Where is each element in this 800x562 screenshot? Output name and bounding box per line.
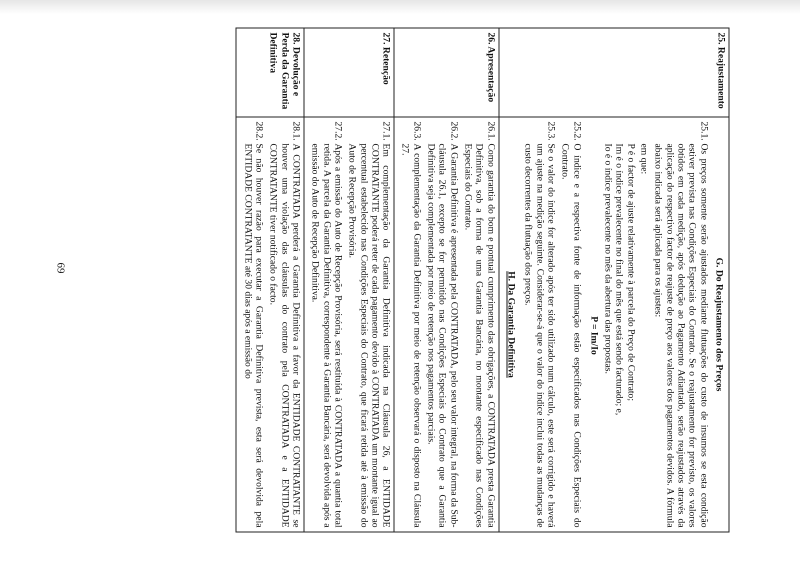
clause-number: 27.2. [332,121,344,141]
section-label: 27. Retenção [304,28,394,117]
section-content [394,117,499,532]
clause-text: A CONTRATADA perderá a Garantia Definitiva a favor da ENTIDADE CONTRATANTE se houver uma violação das cláusulas do contrato pela CONTRATADA e a ENTIDADE CONTRATANTE tiver notificado o facto. [267,143,302,528]
clause-text: Os preços somente serão ajustados mediante flutuações do custo de insumos se esta condição estiver prevista nas Condições Especiais do Contrato. Se o reajustamento for previsto, os valores obtidos em cada medição, após dedução ao Pagamento Adiantado, serão reajustados através da aplicação do respectivo factor de reajuste de preço aos valores dos pagamentos devidos. A fórmula abaixo indicada será aplicada para os ajustes: [652,143,710,528]
section-row-27 [304,28,394,532]
section-content [499,117,729,532]
clause [310,122,344,528]
clause-number: 26.1. [485,121,497,141]
clause [346,122,391,528]
section-label: 25. Reajustamento [499,28,729,117]
clause-number: 28.2. [253,121,265,141]
clause-number: 26.3. [411,121,423,141]
clause-text: Em complementação da Garantia Definitiva indicada na Cláusula 26, a ENTIDADE CONTRATANTE poderá reter de cada pagamento devido à CONTRATADA um montante igual ao percentual estabelecido nas Condições Especiais do Contrato, que ficará retida até à emissão do Auto de Recepção Provisória. [346,143,392,528]
clause-text: O índice e a respectiva fonte de informação estão especificados nas Condições Especiais do Contrato. [559,143,583,528]
section-heading: H. Da Garantia Definitiva [505,271,517,378]
clause [425,122,459,528]
clause-number: 28.1. [290,121,302,141]
clause-number: 26.2. [448,121,460,141]
definition-item: Im é o índice prevalecente no final do mês que está sendo facturado; e, [614,143,625,416]
section-label: 28. Devolução e Perda da Garantia Definitiva [236,28,304,117]
rotated-page [50,28,730,533]
clause-text: A complementação da Garantia Definitiva por meio de retenção observará o disposto na Cláusula 27. [400,143,423,528]
section-content [236,117,304,532]
section-heading: G. Do Reajustamento dos Preços [713,257,725,392]
clause [559,122,582,528]
clause-text: A Garantia Definitiva é apresentada pela CONTRATADA, pelo seu valor integral, na forma da Sub-cláusula 26.1, excepto se for permitido nas Condições Especiais do Contrato que a Garantia Definitiva seja complementada por meio de retenção nos pagamentos parciais. [425,143,460,528]
formula-intro: em que: [638,143,650,175]
page-number: 69 [54,262,67,274]
section-label: 26. Apresentação [394,28,499,117]
clause-number: 25.2. [571,121,583,141]
clause-formula-block [585,122,650,528]
scan-edge-shadow [0,0,800,14]
clause-number: 25.1. [698,121,710,141]
clause-text: Após a emissão do Auto de Recepção Provisória, será restituída à CONTRATADA a quantia total retida. A parcela da Garantia Definitiva, correspondente à Garantia Bancária, será devolvida após a emissão do Auto de Recepção Definitiva. [309,143,344,528]
clause [400,122,423,528]
definition-item: P é o factor de ajuste relativamente à parcela do Preço de Contrato; [625,143,637,401]
conditions-table [236,28,730,533]
section-row-26 [394,28,499,532]
clause [462,122,496,528]
formula: P = Im/Io [588,316,600,355]
section-content [304,117,394,532]
clause-text: Se o valor do índice for alterado após ter sido utilizado num cálculo, este será corrigido e haverá um ajuste na medição seguinte. Considerar-se-á que o valor do índice inclui todas as mudanças de custo decorrentes da flutuação dos preços. [522,143,557,528]
clause [268,122,302,528]
clause [653,122,710,528]
clause-number: 27.1. [380,121,392,141]
clause-text: Se não houver razão para executar a Garantia Definitiva prevista, esta será devolvida pela ENTIDADE CONTRATANTE até 30 dias após a emissão do [242,143,265,528]
clause [523,122,557,528]
definition-item: Io é o índice prevalecente no mês da abertura das propostas. [602,143,614,374]
section-row-25 [499,28,729,532]
clause-number: 25.3. [545,121,557,141]
clause [242,122,265,528]
clause-text: Como garantia do bom e pontual cumprimento das obrigações, a CONTRATADA presta Garantia Definitiva, sob a forma de uma Garantia Bancária, no montante especificado nas Condições Especiais do Contrato. [462,143,497,528]
section-row-28 [236,28,304,532]
formula-definitions [602,144,636,528]
